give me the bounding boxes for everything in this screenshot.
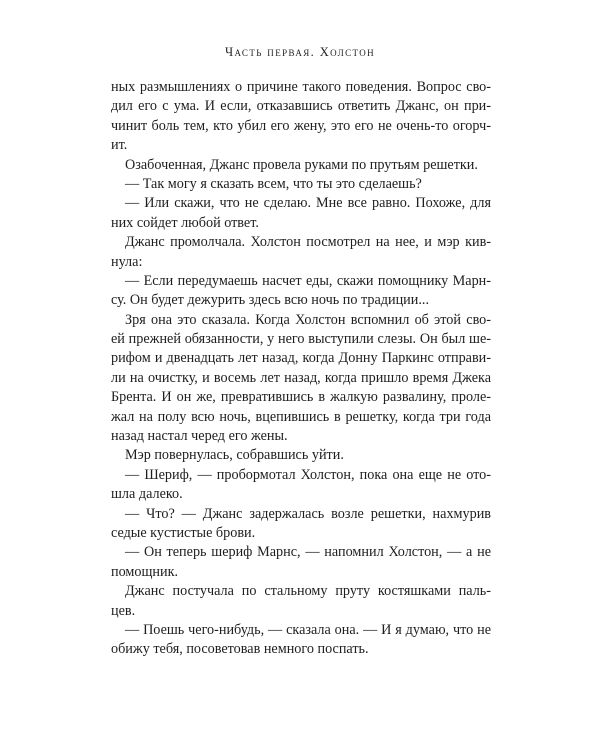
text-line: седые кустистые брови. [111,524,256,541]
text-line: — Так могу я сказать всем, что ты это сделаешь? [125,175,422,192]
body-text [111,78,491,660]
text-line: ли на очистку, и восемь лет назад, когда пришло время Джека [111,369,491,386]
text-line: Зря она это сказала. Когда Холстон вспомнил об этой сво- [125,311,491,328]
text-line: су. Он будет дежурить здесь всю ночь по традиции... [111,292,430,309]
text-line: чинит боль тем, кто убил его жену, это его не очень-то огорч- [111,117,491,134]
text-line: — Что? — Джанс задержалась возле решетки, нахмурив [125,505,491,522]
running-head: Часть первая. Холстон [224,45,376,59]
text-line: — Поешь чего-нибудь, — сказала она. — И я думаю, что не [125,621,491,638]
text-line: обижу тебя, посоветовав немного поспать. [111,641,369,658]
text-line: рифом и двенадцать лет назад, когда Донну Паркинс отправи- [111,350,491,367]
text-line: назад настал черед его жены. [111,428,288,445]
text-line: — Шериф, — пробормотал Холстон, пока она еще не ото- [125,466,491,483]
text-line: Джанс постучала по стальному пруту костяшками паль- [125,583,491,600]
text-line: Озабоченная, Джанс провела руками по прутьям решетки. [125,156,478,173]
text-line: — Он теперь шериф Марнс, — напомнил Холстон, — а не [125,544,491,561]
text-line: Брента. И он же, превратившись в жалкую развалину, проле- [111,389,491,406]
text-line: дил его с ума. И если, отказавшись ответить Джанс, он при- [111,98,491,115]
text-line: шла далеко. [111,486,183,503]
text-line: Мэр повернулась, собравшись уйти. [125,447,344,464]
text-line: них сойдет любой ответ. [111,214,259,231]
text-line: жал на полу всю ночь, вцепившись в решетку, когда три года [111,408,491,425]
text-line: ит. [111,137,128,154]
text-line: ных размышлениях о причине такого поведения. Вопрос сво- [111,79,491,95]
text-line: Джанс промолчала. Холстон посмотрел на нее, и мэр кив- [125,234,491,251]
text-line: — Если передумаешь насчет еды, скажи помощнику Марн- [125,272,491,289]
text-line: цев. [111,602,136,619]
text-line: нула: [111,253,143,270]
text-line: ей прежней обязанности, у него выступили слезы. Он был ше- [111,331,491,348]
text-line: помощник. [111,563,179,580]
text-line: — Или скажи, что не сделаю. Мне все равно. Похоже, для [125,195,491,212]
